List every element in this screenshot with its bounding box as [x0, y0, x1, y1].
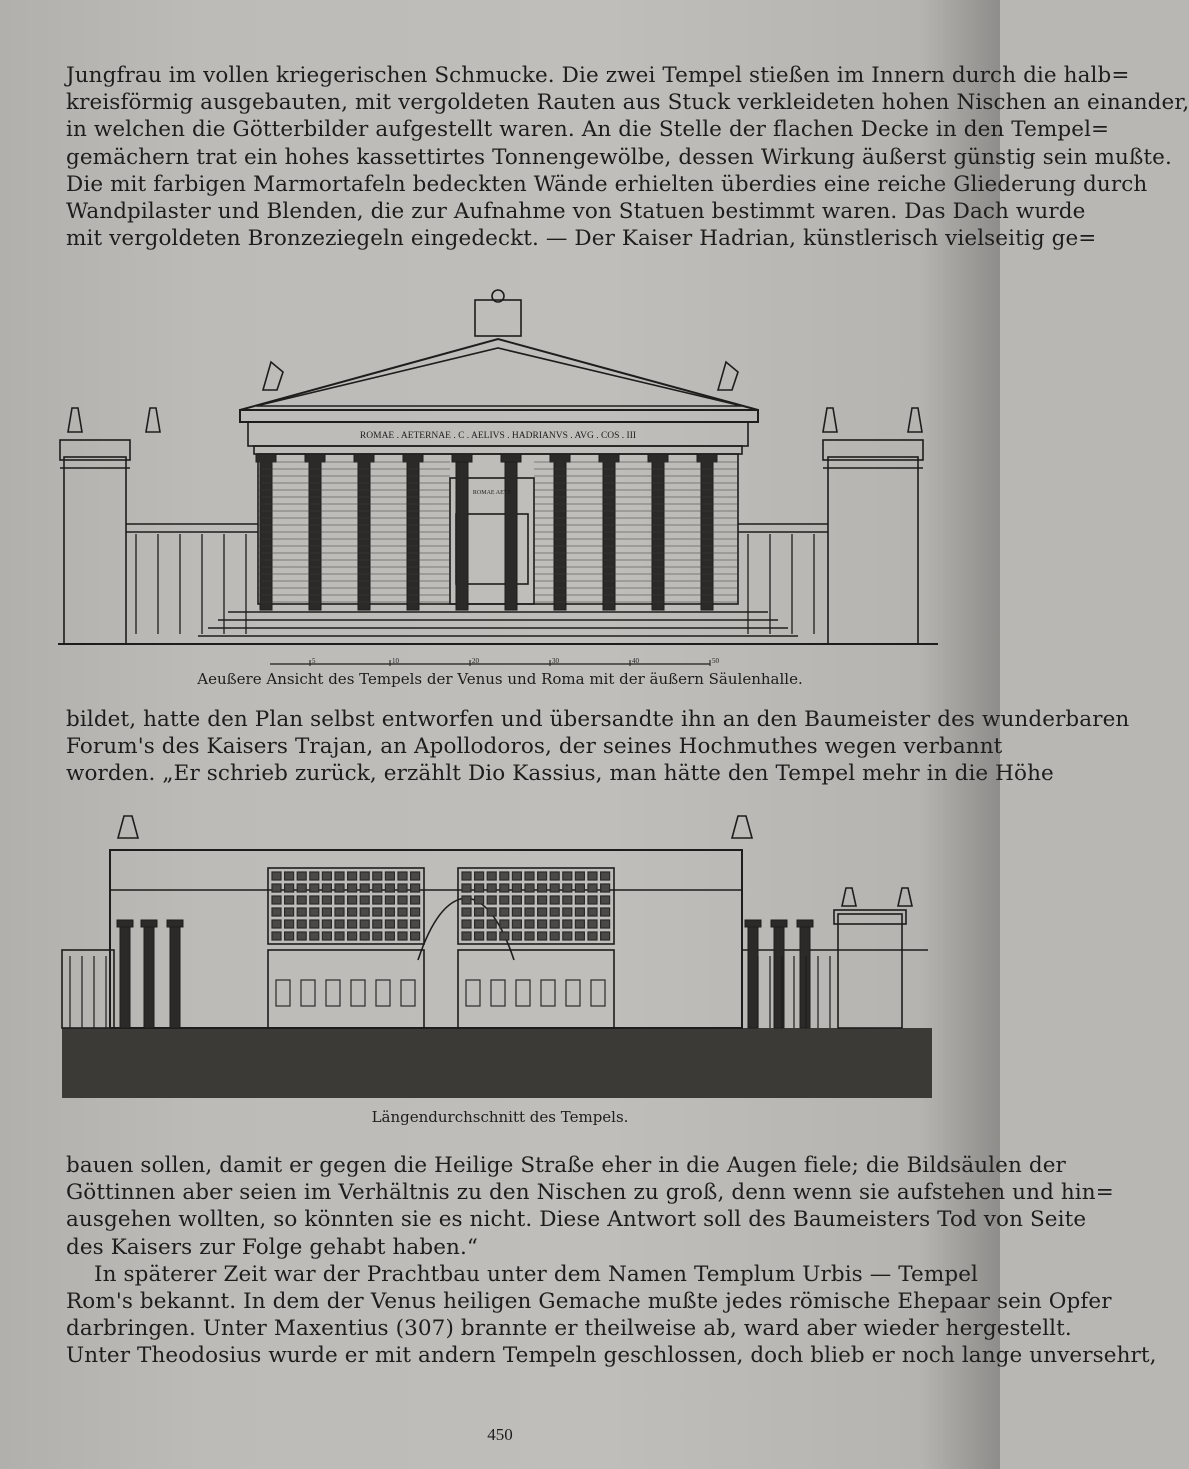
coffer	[348, 896, 357, 904]
coffer	[411, 908, 420, 916]
coffer	[285, 896, 294, 904]
coffer	[462, 920, 471, 928]
text-line: mit vergoldeten Bronzeziegeln eingedeckt. — Der Kaiser Hadrian, künstlerisch vielseitig ge=	[66, 226, 1097, 252]
coffer	[525, 932, 534, 940]
coffer	[512, 932, 521, 940]
coffer	[310, 932, 319, 940]
coffer	[538, 908, 547, 916]
coffer	[550, 908, 559, 916]
column-capital	[697, 454, 717, 462]
wall-niche	[516, 980, 530, 1006]
coffer	[360, 884, 369, 892]
coffer	[348, 884, 357, 892]
coffer	[575, 932, 584, 940]
coffer	[335, 884, 344, 892]
column-shaft	[260, 460, 272, 610]
coffer	[475, 896, 484, 904]
coffer	[475, 908, 484, 916]
coffer	[411, 872, 420, 880]
wall-niche	[466, 980, 480, 1006]
wall-niche	[301, 980, 315, 1006]
coffer	[360, 908, 369, 916]
coffer	[538, 884, 547, 892]
coffer	[462, 908, 471, 916]
coffer	[310, 920, 319, 928]
coffer	[525, 920, 534, 928]
coffer	[285, 932, 294, 940]
coffer	[500, 884, 509, 892]
coffer	[335, 908, 344, 916]
column-shaft	[120, 926, 130, 1028]
coffer	[512, 872, 521, 880]
wall-niche	[566, 980, 580, 1006]
column-shaft	[701, 460, 713, 610]
coffer	[550, 872, 559, 880]
niche-inscription: ROMAE AETE	[472, 490, 512, 496]
coffer	[601, 908, 610, 916]
coffer	[500, 932, 509, 940]
column-capital	[771, 920, 787, 927]
column-shaft	[505, 460, 517, 610]
coffer	[500, 920, 509, 928]
coffer	[297, 884, 306, 892]
coffer	[322, 932, 331, 940]
text-line: worden. „Er schrieb zurück, erzählt Dio Kassius, man hätte den Tempel mehr in die Höhe	[66, 761, 1054, 787]
coffer	[348, 920, 357, 928]
coffer	[310, 896, 319, 904]
text-line: darbringen. Unter Maxentius (307) brannte er theilweise ab, ward aber wieder hergestellt.	[66, 1316, 1072, 1342]
coffer	[322, 884, 331, 892]
column-capital	[599, 454, 619, 462]
coffer	[601, 896, 610, 904]
coffer	[575, 896, 584, 904]
column-shaft	[603, 460, 615, 610]
text-line: kreisförmig ausgebauten, mit vergoldeten Rauten aus Stuck verkleideten hohen Nischen an einander,	[66, 90, 1189, 116]
coffer	[348, 908, 357, 916]
coffer	[373, 872, 382, 880]
coffer	[285, 908, 294, 916]
coffer	[373, 908, 382, 916]
wall-niche	[276, 980, 290, 1006]
coffer	[487, 896, 496, 904]
text-line: ausgehen wollten, so könnten sie es nicht. Diese Antwort soll des Baumeisters Tod von Seite	[66, 1207, 1087, 1233]
column-shaft	[456, 460, 468, 610]
wall-niche	[351, 980, 365, 1006]
scale-label: 10	[392, 657, 399, 665]
column-capital	[452, 454, 472, 462]
coffer	[538, 872, 547, 880]
text-line: In späterer Zeit war der Prachtbau unter dem Namen Templum Urbis — Tempel	[94, 1261, 979, 1287]
column-shaft	[170, 926, 180, 1028]
coffer	[525, 884, 534, 892]
coffer	[575, 920, 584, 928]
coffer	[310, 908, 319, 916]
coffer	[272, 896, 281, 904]
coffer	[373, 932, 382, 940]
coffer	[550, 896, 559, 904]
column-capital	[167, 920, 183, 927]
coffer	[538, 932, 547, 940]
coffer	[398, 920, 407, 928]
coffer	[563, 932, 572, 940]
coffer	[475, 872, 484, 880]
temple-front-elevation-illustration	[58, 282, 938, 654]
text-line: Forum's des Kaisers Trajan, an Apollodoros, der seines Hochmuthes wegen verbannt	[66, 734, 1003, 760]
coffer	[500, 872, 509, 880]
coffer	[575, 872, 584, 880]
coffer	[272, 872, 281, 880]
coffer	[487, 932, 496, 940]
coffer	[550, 884, 559, 892]
coffer	[500, 896, 509, 904]
coffer	[475, 920, 484, 928]
coffer	[348, 932, 357, 940]
paragraph-top	[66, 62, 1189, 252]
coffer	[487, 884, 496, 892]
column-capital	[501, 454, 521, 462]
coffer	[297, 872, 306, 880]
text-line: bildet, hatte den Plan selbst entworfen und übersandte ihn an den Baumeister des wunderbaren	[66, 707, 1130, 732]
coffer	[335, 932, 344, 940]
coffer	[462, 896, 471, 904]
coffer	[500, 908, 509, 916]
coffer	[487, 872, 496, 880]
wall-niche	[401, 980, 415, 1006]
coffer	[588, 908, 597, 916]
coffer	[411, 920, 420, 928]
coffer	[322, 908, 331, 916]
column-shaft	[652, 460, 664, 610]
column-shaft	[144, 926, 154, 1028]
coffer	[563, 896, 572, 904]
paragraph-bottom	[66, 1152, 1157, 1370]
coffer	[411, 896, 420, 904]
coffer	[285, 920, 294, 928]
coffer	[588, 872, 597, 880]
frieze-inscription: ROMAE . AETERNAE . C . AELIVS . HADRIANVS . AVG . COS . III	[359, 431, 637, 441]
text-line: Rom's bekannt. In dem der Venus heiligen Gemache mußte jedes römische Ehepaar sein Opfer	[66, 1289, 1112, 1315]
text-line: Unter Theodosius wurde er mit andern Tempeln geschlossen, doch blieb er noch lange unversehrt,	[66, 1343, 1157, 1369]
coffer	[512, 896, 521, 904]
coffer	[285, 872, 294, 880]
coffer	[272, 920, 281, 928]
wall-niche	[541, 980, 555, 1006]
coffer	[272, 884, 281, 892]
coffer	[297, 932, 306, 940]
column-capital	[354, 454, 374, 462]
coffer	[512, 908, 521, 916]
coffer	[512, 920, 521, 928]
coffer	[411, 884, 420, 892]
coffer	[322, 872, 331, 880]
wall-niche	[326, 980, 340, 1006]
scale-label: 50	[712, 657, 719, 665]
coffer	[398, 908, 407, 916]
coffer	[385, 908, 394, 916]
coffer	[335, 872, 344, 880]
coffer	[601, 932, 610, 940]
coffer	[563, 872, 572, 880]
coffer	[487, 908, 496, 916]
column-shaft	[748, 926, 758, 1028]
coffer	[398, 884, 407, 892]
coffer	[398, 896, 407, 904]
text-line: Göttinnen aber seien im Verhältnis zu den Nischen zu groß, denn wenn sie aufstehen und hin=	[66, 1180, 1114, 1206]
coffer	[462, 884, 471, 892]
page-number: 450	[487, 1425, 513, 1444]
coffer	[398, 872, 407, 880]
scale-label: 20	[472, 657, 479, 665]
coffer	[601, 872, 610, 880]
coffer	[385, 884, 394, 892]
coffer	[462, 932, 471, 940]
coffer	[563, 884, 572, 892]
column-capital	[117, 920, 133, 927]
coffer	[373, 884, 382, 892]
column-shaft	[407, 460, 419, 610]
coffer	[588, 932, 597, 940]
scale-label: 30	[552, 657, 559, 665]
coffer	[335, 920, 344, 928]
column-shaft	[554, 460, 566, 610]
coffer	[360, 932, 369, 940]
coffer	[322, 896, 331, 904]
column-capital	[256, 454, 276, 462]
coffer	[348, 872, 357, 880]
column-capital	[403, 454, 423, 462]
text-line: gemächern trat ein hohes kassettirtes Tonnengewölbe, dessen Wirkung äußerst günstig sein mußte.	[66, 144, 1172, 170]
coffer	[398, 932, 407, 940]
coffer	[335, 896, 344, 904]
column-capital	[141, 920, 157, 927]
coffer	[385, 896, 394, 904]
coffer	[563, 908, 572, 916]
coffer	[601, 920, 610, 928]
column-capital	[797, 920, 813, 927]
coffer	[360, 872, 369, 880]
wall-niche	[591, 980, 605, 1006]
coffer	[310, 884, 319, 892]
coffer	[462, 872, 471, 880]
coffer	[297, 896, 306, 904]
coffer	[411, 932, 420, 940]
coffer	[575, 908, 584, 916]
scale-label: 5	[312, 657, 316, 665]
temple-longitudinal-section-illustration	[58, 810, 938, 1102]
coffer	[373, 920, 382, 928]
coffer	[297, 908, 306, 916]
coffer	[550, 932, 559, 940]
coffer	[563, 920, 572, 928]
coffer	[588, 896, 597, 904]
wall-niche	[491, 980, 505, 1006]
coffer	[575, 884, 584, 892]
coffer	[512, 884, 521, 892]
coffer	[588, 920, 597, 928]
scale-label: 40	[632, 657, 639, 665]
coffer	[272, 908, 281, 916]
text-line: bauen sollen, damit er gegen die Heilige Straße eher in die Augen fiele; die Bildsäulen der	[66, 1153, 1066, 1178]
scale-bar	[270, 656, 720, 670]
coffer	[285, 884, 294, 892]
coffer	[538, 896, 547, 904]
coffer	[385, 872, 394, 880]
text-line: des Kaisers zur Folge gehabt haben.“	[66, 1234, 478, 1260]
coffer	[373, 896, 382, 904]
coffer	[360, 920, 369, 928]
coffer	[588, 884, 597, 892]
wall-niche	[376, 980, 390, 1006]
coffer	[385, 920, 394, 928]
coffer	[525, 908, 534, 916]
figure-caption-front: Aeußere Ansicht des Tempels der Venus und Roma mit der äußern Säulenhalle.	[197, 670, 803, 688]
text-line: Jungfrau im vollen kriegerischen Schmucke. Die zwei Tempel stießen im Innern durch die halb=	[66, 63, 1130, 88]
text-line: Die mit farbigen Marmortafeln bedeckten Wände erhielten überdies eine reiche Gliederung durch	[66, 171, 1148, 197]
column-shaft	[800, 926, 810, 1028]
coffer	[538, 920, 547, 928]
column-shaft	[358, 460, 370, 610]
text-line: Wandpilaster und Blenden, die zur Aufnahme von Statuen bestimmt waren. Das Dach wurde	[66, 199, 1086, 225]
coffer	[297, 920, 306, 928]
column-capital	[305, 454, 325, 462]
coffer	[487, 920, 496, 928]
coffer	[475, 884, 484, 892]
coffer	[525, 872, 534, 880]
coffer	[322, 920, 331, 928]
text-line: in welchen die Götterbilder aufgestellt waren. An die Stelle der flachen Decke in den Tempel=	[66, 117, 1110, 143]
coffer	[385, 932, 394, 940]
coffer	[310, 872, 319, 880]
figure-caption-section: Längendurchschnitt des Tempels.	[371, 1108, 629, 1126]
coffer	[550, 920, 559, 928]
column-shaft	[309, 460, 321, 610]
coffer	[272, 932, 281, 940]
coffer	[601, 884, 610, 892]
coffer	[360, 896, 369, 904]
coffer	[475, 932, 484, 940]
coffer	[525, 896, 534, 904]
column-capital	[550, 454, 570, 462]
column-capital	[648, 454, 668, 462]
column-capital	[745, 920, 761, 927]
paragraph-middle	[66, 706, 1130, 788]
